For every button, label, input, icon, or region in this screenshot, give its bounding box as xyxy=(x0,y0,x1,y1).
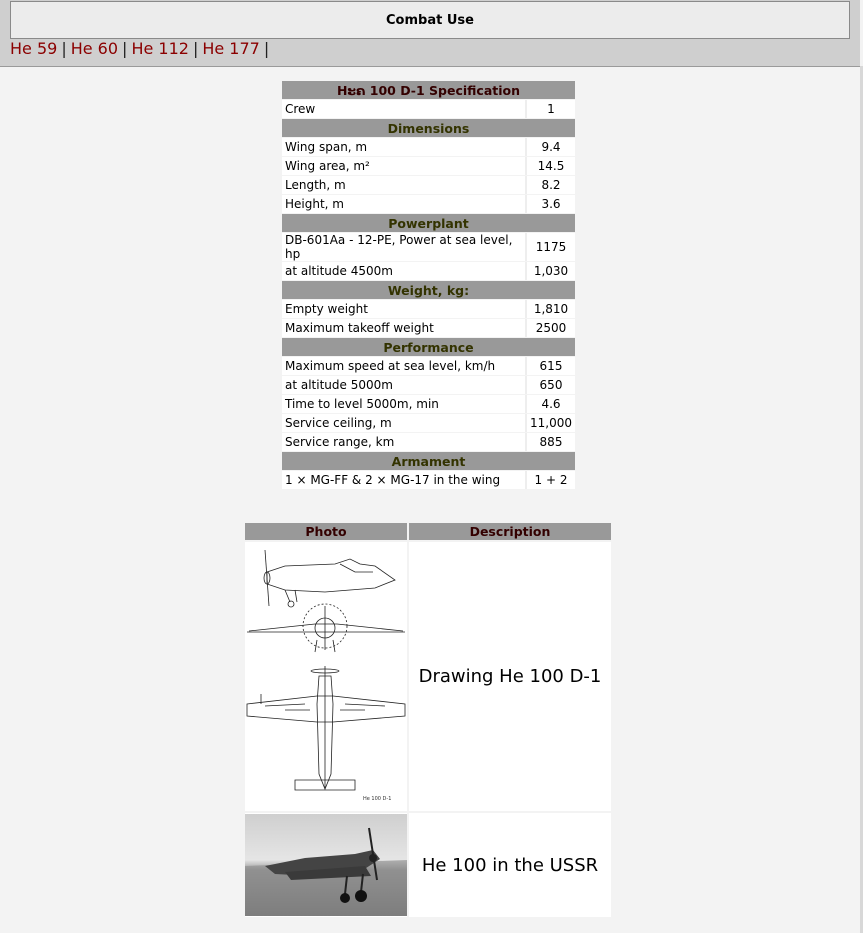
spec-label: at altitude 4500m xyxy=(282,262,525,280)
spec-label: Service ceiling, m xyxy=(282,414,525,432)
spec-label: Wing span, m xyxy=(282,138,525,156)
table-row xyxy=(282,414,575,432)
description-cell: He 100 in the USSR xyxy=(409,813,611,917)
spec-value: 9.4 xyxy=(525,138,575,156)
spec-label: 1 × MG-FF & 2 × MG-17 in the wing xyxy=(282,471,525,489)
link-he-177[interactable]: He 177 xyxy=(202,39,260,58)
spec-label: Empty weight xyxy=(282,300,525,318)
table-row xyxy=(282,157,575,175)
spec-value: 11,000 xyxy=(525,414,575,432)
section-header-performance: Performance xyxy=(282,338,575,356)
spec-value: 885 xyxy=(525,433,575,451)
section-header-armament: Armament xyxy=(282,452,575,470)
spec-value: 650 xyxy=(525,376,575,394)
spec-label: Service range, km xyxy=(282,433,525,451)
table-row xyxy=(282,471,575,489)
top-navigation-bar xyxy=(0,0,860,67)
section-header-weight: Weight, kg: xyxy=(282,281,575,299)
spec-value: 3.6 xyxy=(525,195,575,213)
description-cell: Drawing He 100 D-1 xyxy=(409,542,611,811)
photo-cell xyxy=(245,813,407,917)
link-he-112[interactable]: He 112 xyxy=(131,39,189,58)
photo-column-header: Photo xyxy=(245,523,407,540)
link-he-59[interactable]: He 59 xyxy=(10,39,58,58)
table-row xyxy=(282,233,575,261)
spec-value: 14.5 xyxy=(525,157,575,175)
combat-use-button[interactable]: Combat Use xyxy=(10,1,850,39)
spec-value: 1175 xyxy=(525,233,575,261)
link-separator: | xyxy=(122,39,128,58)
description-column-header: Description xyxy=(409,523,611,540)
spec-label: DB-601Aa - 12-PE, Power at sea level, hp xyxy=(282,233,525,261)
spec-value: 1 xyxy=(525,100,575,118)
table-row xyxy=(282,300,575,318)
table-row xyxy=(282,319,575,337)
media-table xyxy=(243,521,613,919)
table-row xyxy=(282,433,575,451)
table-row xyxy=(282,262,575,280)
spec-label: Crew xyxy=(282,100,525,118)
spec-value: 1,810 xyxy=(525,300,575,318)
table-row xyxy=(282,100,575,118)
table-row xyxy=(282,395,575,413)
spec-label: Maximum speed at sea level, km/h xyxy=(282,357,525,375)
spec-value: 615 xyxy=(525,357,575,375)
link-he-60[interactable]: He 60 xyxy=(70,39,119,58)
spec-value: 2500 xyxy=(525,319,575,337)
table-row xyxy=(282,138,575,156)
table-row xyxy=(282,195,575,213)
he100-drawing-image[interactable] xyxy=(245,544,407,809)
table-row xyxy=(282,376,575,394)
spec-value: 1,030 xyxy=(525,262,575,280)
drawing-caption: He 100 D-1 xyxy=(363,796,392,802)
spec-label: Maximum takeoff weight xyxy=(282,319,525,337)
aircraft-links xyxy=(10,39,273,58)
photo-cell xyxy=(245,542,407,811)
specification-table xyxy=(282,80,575,490)
spec-value: 1 + 2 xyxy=(525,471,575,489)
spec-value: 4.6 xyxy=(525,395,575,413)
spec-label: at altitude 5000m xyxy=(282,376,525,394)
table-row xyxy=(282,176,575,194)
link-separator: | xyxy=(263,39,270,58)
spec-label: Wing area, m² xyxy=(282,157,525,175)
spec-title: Hະຄ 100 D-1 Specification xyxy=(282,81,575,99)
section-header-dimensions: Dimensions xyxy=(282,119,575,137)
he100-ussr-photo[interactable] xyxy=(245,814,407,916)
spec-label: Height, m xyxy=(282,195,525,213)
link-separator: | xyxy=(192,39,199,58)
section-header-powerplant: Powerplant xyxy=(282,214,575,232)
spec-label: Time to level 5000m, min xyxy=(282,395,525,413)
table-row xyxy=(282,357,575,375)
media-row xyxy=(245,813,611,917)
spec-value: 8.2 xyxy=(525,176,575,194)
media-row xyxy=(245,542,611,811)
spec-label: Length, m xyxy=(282,176,525,194)
link-separator: | xyxy=(61,39,67,58)
